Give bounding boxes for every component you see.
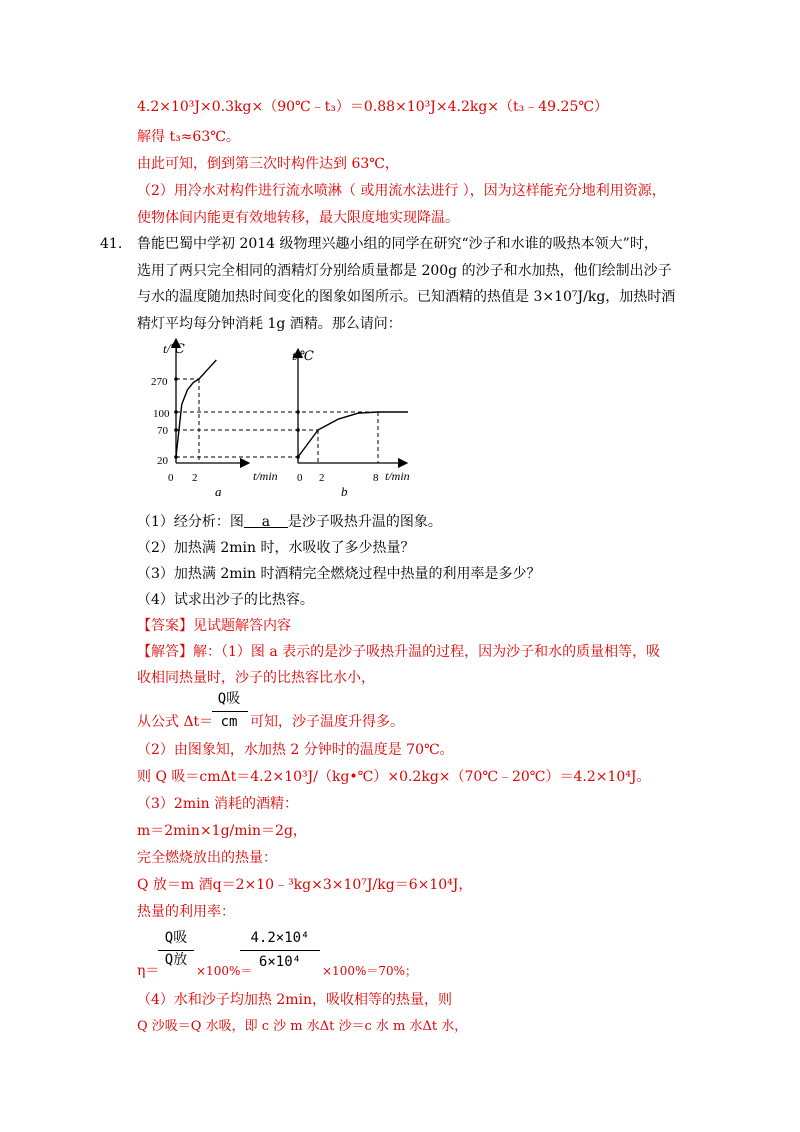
axis-point-2	[174, 410, 178, 414]
axis-point-6	[296, 410, 300, 414]
panel-b-xtick-8: 8	[373, 472, 379, 484]
formula1-bar	[212, 711, 248, 712]
panel-a-xtick-0: 0	[168, 472, 174, 484]
formula3-denominator: 6×10⁴	[258, 954, 302, 970]
panel-a-xlabel: t/min	[253, 469, 278, 483]
answer-part2-line1: （2）用冷水对构件进行流水喷淋（ 或用流水法进行 ），因为这样能充分地利用资源，	[137, 183, 666, 199]
sub-question-4: （4）试求出沙子的比热容。	[137, 592, 314, 608]
axis-point-3	[174, 428, 178, 432]
sub-question-1-pre: （1）经分析：图	[137, 514, 244, 530]
formula1-numerator: Q吸	[217, 691, 241, 707]
sub-question-1-post: 是沙子吸热升温的图象。	[287, 514, 442, 530]
solution-line8: Q 放＝m 酒q＝2×10﹣³kg×3×10⁷J/kg＝6×10⁴J，	[137, 877, 473, 893]
water-curve-b	[298, 412, 408, 457]
solution-tag: 【解答】	[137, 644, 193, 660]
equation-line: 4.2×10³J×0.3kg×（90℃﹣t₃）＝0.88×10³J×4.2kg×（t₃﹣49.25℃）	[137, 99, 609, 115]
solution-line11: Q 沙吸＝Q 水吸，即 c 沙 m 水Δt 沙＝c 水 m 水Δt 水，	[137, 1019, 468, 1034]
question-text-line2: 选用了两只完全相同的酒精灯分别给质量都是 200g 的沙子和水加热，他们绘制出沙子	[137, 263, 672, 279]
sub-question-1	[137, 512, 442, 532]
formula3-numerator: 4.2×10⁴	[250, 930, 310, 946]
eta-middle: ×100%＝	[196, 964, 253, 978]
axis-point-5	[296, 428, 300, 432]
answer-part2-line2: 使物体间内能更有效地转移，最大限度地实现降温。	[137, 210, 459, 226]
formula1-prefix: 从公式 Δt＝	[137, 714, 214, 730]
question-text-line1: 鲁能巴蜀中学初 2014 级物理兴趣小组的同学在研究“沙子和水谁的吸热本领大”时，	[137, 236, 658, 252]
solution-line3: （2）由图象知，水加热 2 分钟时的温度是 70℃。	[137, 742, 454, 758]
panel-b-ylabel: t/℃	[292, 348, 314, 363]
answer-tag: 【答案】见试题解答内容	[137, 618, 291, 634]
solution-line10: （4）水和沙子均加热 2min，吸收相等的热量，则	[137, 992, 453, 1008]
axis-point-0	[174, 455, 178, 459]
eta-prefix: η＝	[137, 963, 160, 979]
solution-line1	[137, 642, 660, 662]
panel-b-xtick-2: 2	[319, 472, 325, 484]
solution-result-line: 解得 t₃≈63℃。	[137, 129, 240, 145]
sub-question-3: （3）加热满 2min 时酒精完全燃烧过程中热量的利用率是多少？	[137, 566, 541, 582]
formula1-suffix: 可知，沙子温度升得多。	[250, 714, 404, 730]
panel-a-ytick-70: 70	[157, 425, 168, 437]
answer-blank: a	[243, 514, 288, 530]
panel-a-ytick-270: 270	[151, 376, 168, 388]
panel-a-ytick-100: 100	[153, 408, 170, 420]
temperature-time-figure	[145, 335, 435, 505]
panel-b-xlabel: t/min	[385, 469, 410, 483]
panel-a-xtick-2: 2	[192, 472, 198, 484]
axis-point-4	[296, 455, 300, 459]
axis-point-1	[174, 377, 178, 381]
conclusion-line: 由此可知，倒到第三次时构件达到 63℃，	[137, 156, 399, 172]
solution-line7: 完全燃烧放出的热量：	[137, 850, 277, 866]
solution-line9: 热量的利用率：	[137, 904, 235, 920]
formula1-denominator: cm	[220, 714, 238, 730]
panel-b-xtick-0: 0	[297, 472, 303, 484]
panel-a-ylabel: t/℃	[163, 341, 185, 356]
solution-line2: 收相同热量时，沙子的比热容比水小，	[137, 670, 375, 686]
eta-suffix: ×100%＝70%；	[322, 964, 418, 978]
panel-a-ytick-20: 20	[157, 455, 168, 467]
solution-line5: （3）2min 消耗的酒精：	[137, 796, 299, 812]
panel-b-label: b	[341, 484, 348, 499]
formula3-bar	[240, 950, 320, 951]
solution-line1-text: 解：（1）图 a 表示的是沙子吸热升温的过程，因为沙子和水的质量相等，吸	[193, 644, 661, 660]
question-text-line4: 精灯平均每分钟消耗 1g 酒精。那么请问：	[137, 316, 402, 332]
solution-line6: m＝2min×1g/min＝2g，	[137, 823, 307, 839]
question-text-line3: 与水的温度随加热时间变化的图象如图所示。已知酒精的热值是 3×10⁷J/kg，加热时酒	[137, 289, 676, 305]
formula2-denominator: Q放	[164, 952, 188, 968]
solution-line4: 则 Q 吸＝cmΔt＝4.2×10³J/（kg•℃）×0.2kg×（70℃﹣20℃）＝4.2×10⁴J。	[137, 769, 651, 785]
panel-a-label: a	[215, 484, 222, 499]
question-number: 41.	[100, 236, 123, 252]
formula2-numerator: Q吸	[164, 930, 188, 946]
sub-question-2: （2）加热满 2min 时，水吸收了多少热量？	[137, 540, 415, 556]
sand-curve-a	[176, 360, 216, 457]
